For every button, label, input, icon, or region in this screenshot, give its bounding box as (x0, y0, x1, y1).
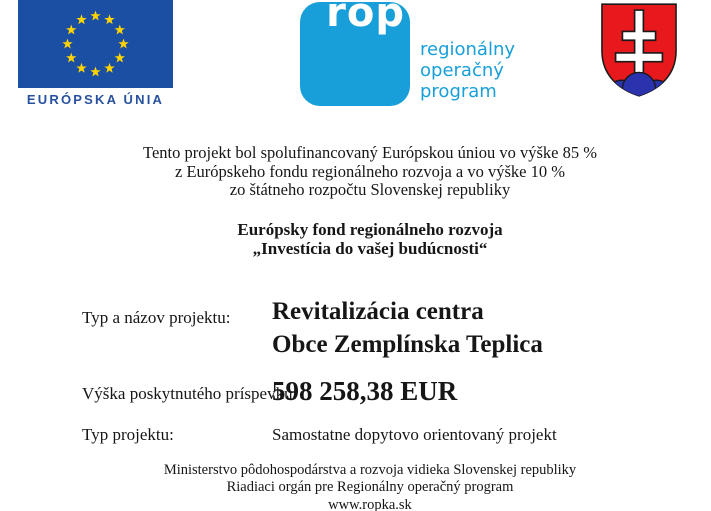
project-title-line1: Revitalizácia centra (272, 298, 484, 325)
rop-tagline-line2: operačný (420, 60, 504, 81)
rop-tagline-line3: program (420, 81, 497, 102)
eu-flag-icon (18, 0, 173, 88)
project-title-line2: Obce Zemplínska Teplica (272, 331, 543, 358)
fund-name: Európsky fond regionálneho rozvoja (237, 220, 503, 239)
rop-tagline-line1: regionálny (420, 39, 516, 60)
rop-logo-text: rop (326, 0, 405, 36)
contribution-label: Výška poskytnutého príspevku: (82, 384, 298, 403)
cofinancing-line1: Tento projekt bol spolufinancovaný Európskou úniou vo výške 85 % (143, 143, 597, 162)
project-title (272, 295, 543, 361)
cofinancing-statement (40, 144, 700, 200)
project-type-name-label: Typ a názov projektu: (82, 308, 231, 327)
rop-logo (300, 2, 410, 106)
cofinancing-line3: zo štátneho rozpočtu Slovenskej republiky (229, 180, 511, 200)
fund-slogan (40, 220, 700, 258)
managing-authority-footer (40, 462, 700, 511)
project-type-value: Samostatne dopytovo orientovaný projekt (272, 425, 557, 444)
project-type-label: Typ projektu: (82, 425, 174, 444)
footer-website: www.ropka.sk (328, 496, 412, 511)
fund-motto: „Investícia do vašej budúcnosti“ (252, 239, 488, 258)
cofinancing-line2: z Európskeho fondu regionálneho rozvoja a vo výške 10 % (175, 161, 565, 181)
european-union-label: EURÓPSKA ÚNIA (26, 92, 165, 107)
slovak-coat-of-arms-icon (600, 2, 678, 98)
footer-ministry-line: Ministerstvo pôdohospodárstva a rozvoja vidieka Slovenskej republiky (163, 462, 577, 478)
footer-authority-line: Riadiaci orgán pre Regionálny operačný program (226, 479, 514, 496)
contribution-amount: 598 258,38 EUR (272, 376, 458, 406)
rop-program-name (420, 39, 515, 102)
